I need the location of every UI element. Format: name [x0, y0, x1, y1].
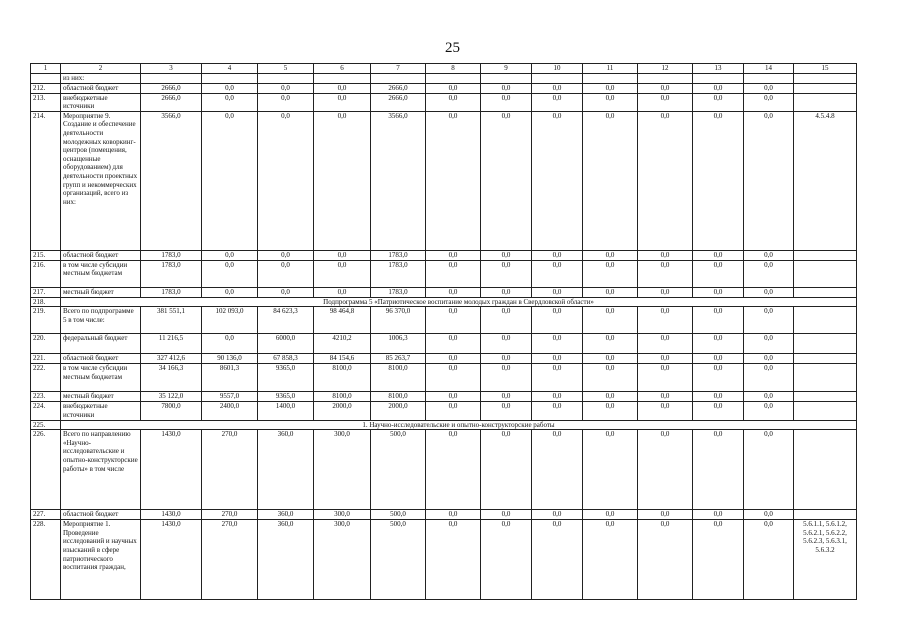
value-cell: 0,0: [693, 307, 744, 334]
row-label: в том числе субсидии местным бюджетам: [61, 260, 141, 287]
value-cell: 2400,0: [202, 402, 258, 420]
value-cell: 0,0: [583, 354, 638, 364]
value-cell: 0,0: [744, 260, 794, 287]
row-number: 226.: [31, 430, 61, 510]
row-number: 222.: [31, 364, 61, 392]
value-cell: 0,0: [583, 364, 638, 392]
indicator-ref: [794, 260, 857, 287]
table-row: [31, 510, 857, 520]
value-cell: 300,0: [314, 510, 371, 520]
row-number: 213.: [31, 93, 61, 111]
row-label: Всего по подпрограмме 5 в том числе:: [61, 307, 141, 334]
value-cell: 0,0: [202, 83, 258, 93]
value-cell: 0,0: [638, 402, 693, 420]
value-cell: 2000,0: [314, 402, 371, 420]
value-cell: 0,0: [638, 334, 693, 354]
value-cell: 0,0: [481, 287, 532, 297]
row-number: 221.: [31, 354, 61, 364]
value-cell: 0,0: [426, 287, 481, 297]
row-number: 223.: [31, 392, 61, 402]
value-cell: 1400,0: [258, 402, 314, 420]
value-cell: 0,0: [481, 430, 532, 510]
value-cell: 0,0: [426, 392, 481, 402]
section-row: [31, 420, 857, 430]
table-row: [31, 392, 857, 402]
value-cell: 98 464,8: [314, 307, 371, 334]
value-cell: 300,0: [314, 520, 371, 600]
total-cell: 1430,0: [141, 510, 202, 520]
value-cell: 0,0: [426, 510, 481, 520]
value-cell: 0,0: [693, 83, 744, 93]
value-cell: 0,0: [744, 287, 794, 297]
table-row: [31, 334, 857, 354]
value-cell: [532, 73, 583, 83]
row-label: местный бюджет: [61, 287, 141, 297]
value-cell: 500,0: [371, 510, 426, 520]
value-cell: 0,0: [744, 307, 794, 334]
value-cell: 0,0: [532, 520, 583, 600]
value-cell: 9365,0: [258, 392, 314, 402]
value-cell: 0,0: [744, 111, 794, 250]
value-cell: 0,0: [426, 83, 481, 93]
column-header: 14: [744, 64, 794, 74]
table-row: [31, 430, 857, 510]
value-cell: 0,0: [481, 83, 532, 93]
value-cell: 0,0: [426, 307, 481, 334]
row-label: Мероприятие 1. Проведение исследований и научных изысканий в сфере патриотического воспитания граждан,: [61, 520, 141, 600]
value-cell: 0,0: [693, 402, 744, 420]
value-cell: 0,0: [481, 334, 532, 354]
value-cell: 0,0: [744, 334, 794, 354]
row-number: 225.: [31, 420, 61, 430]
row-number: 228.: [31, 520, 61, 600]
row-label: областной бюджет: [61, 510, 141, 520]
total-cell: 327 412,6: [141, 354, 202, 364]
row-label: Мероприятие 9. Создание и обеспечение деятельности молодежных коворкинг-центров (помещения, оснащенные оборудованием) для деятельности проектных групп и некоммерческих организаций, всего из них:: [61, 111, 141, 250]
value-cell: [693, 73, 744, 83]
column-header: 4: [202, 64, 258, 74]
value-cell: 0,0: [258, 260, 314, 287]
value-cell: 1006,3: [371, 334, 426, 354]
value-cell: 96 370,0: [371, 307, 426, 334]
value-cell: 0,0: [202, 287, 258, 297]
column-header: 3: [141, 64, 202, 74]
table-row: [31, 307, 857, 334]
row-number: 214.: [31, 111, 61, 250]
row-number: 219.: [31, 307, 61, 334]
value-cell: 0,0: [693, 510, 744, 520]
value-cell: 0,0: [314, 260, 371, 287]
indicator-ref: [794, 287, 857, 297]
value-cell: 0,0: [638, 111, 693, 250]
value-cell: [481, 73, 532, 83]
page-number: 25: [445, 40, 460, 56]
column-header: 13: [693, 64, 744, 74]
value-cell: 0,0: [744, 430, 794, 510]
table-row: [31, 93, 857, 111]
value-cell: 8100,0: [371, 392, 426, 402]
value-cell: 0,0: [426, 520, 481, 600]
value-cell: 0,0: [258, 83, 314, 93]
value-cell: 0,0: [638, 307, 693, 334]
indicator-ref: [794, 73, 857, 83]
value-cell: 2666,0: [371, 83, 426, 93]
value-cell: 0,0: [583, 307, 638, 334]
value-cell: 300,0: [314, 430, 371, 510]
value-cell: 0,0: [314, 83, 371, 93]
value-cell: 0,0: [202, 93, 258, 111]
row-label: федеральный бюджет: [61, 334, 141, 354]
value-cell: 84 154,6: [314, 354, 371, 364]
indicator-ref: [794, 392, 857, 402]
value-cell: 0,0: [258, 287, 314, 297]
budget-table: [30, 63, 857, 600]
table-row: [31, 402, 857, 420]
table-row: [31, 260, 857, 287]
value-cell: 0,0: [638, 93, 693, 111]
indicator-ref: [794, 430, 857, 510]
value-cell: 0,0: [532, 287, 583, 297]
column-header: 10: [532, 64, 583, 74]
value-cell: 0,0: [583, 402, 638, 420]
total-cell: 35 122,0: [141, 392, 202, 402]
row-number: 218.: [31, 297, 61, 307]
value-cell: 0,0: [693, 392, 744, 402]
value-cell: 0,0: [426, 260, 481, 287]
value-cell: 0,0: [532, 250, 583, 260]
value-cell: 0,0: [532, 364, 583, 392]
value-cell: 0,0: [693, 354, 744, 364]
value-cell: 0,0: [693, 260, 744, 287]
value-cell: 500,0: [371, 430, 426, 510]
indicator-ref: [794, 334, 857, 354]
value-cell: 0,0: [258, 93, 314, 111]
value-cell: [744, 73, 794, 83]
value-cell: 0,0: [693, 111, 744, 250]
value-cell: 0,0: [744, 250, 794, 260]
value-cell: 0,0: [638, 354, 693, 364]
row-number: 220.: [31, 334, 61, 354]
value-cell: 0,0: [532, 402, 583, 420]
value-cell: 0,0: [693, 334, 744, 354]
column-header: 11: [583, 64, 638, 74]
value-cell: 1783,0: [371, 250, 426, 260]
column-header: 8: [426, 64, 481, 74]
value-cell: 85 263,7: [371, 354, 426, 364]
table-row: [31, 83, 857, 93]
value-cell: 0,0: [202, 111, 258, 250]
value-cell: 0,0: [744, 83, 794, 93]
value-cell: 0,0: [532, 111, 583, 250]
row-label: областной бюджет: [61, 250, 141, 260]
row-number: 217.: [31, 287, 61, 297]
value-cell: 0,0: [314, 287, 371, 297]
value-cell: 9365,0: [258, 364, 314, 392]
value-cell: 0,0: [583, 287, 638, 297]
value-cell: 0,0: [481, 520, 532, 600]
row-label: в том числе субсидии местным бюджетам: [61, 364, 141, 392]
value-cell: 0,0: [202, 334, 258, 354]
value-cell: 0,0: [638, 510, 693, 520]
total-cell: 7800,0: [141, 402, 202, 420]
indicator-ref: [794, 93, 857, 111]
value-cell: 0,0: [426, 364, 481, 392]
indicator-ref: 5.6.1.1, 5.6.1.2, 5.6.2.1, 5.6.2.2, 5.6.2.3, 5.6.3.1, 5.6.3.2: [794, 520, 857, 600]
table-row: [31, 364, 857, 392]
value-cell: 0,0: [583, 250, 638, 260]
row-label: из них:: [61, 73, 141, 83]
total-cell: 1783,0: [141, 260, 202, 287]
indicator-ref: [794, 83, 857, 93]
value-cell: 0,0: [583, 260, 638, 287]
value-cell: 0,0: [583, 334, 638, 354]
column-header: 9: [481, 64, 532, 74]
value-cell: 3566,0: [371, 111, 426, 250]
table-row: [31, 250, 857, 260]
value-cell: 270,0: [202, 510, 258, 520]
value-cell: 0,0: [744, 392, 794, 402]
section-row: [31, 297, 857, 307]
total-cell: 2666,0: [141, 93, 202, 111]
indicator-ref: [794, 307, 857, 334]
section-title: 1. Научно-исследовательские и опытно-конструкторские работы: [61, 420, 857, 430]
indicator-ref: [794, 354, 857, 364]
total-cell: 381 551,1: [141, 307, 202, 334]
value-cell: 0,0: [583, 83, 638, 93]
value-cell: 0,0: [583, 392, 638, 402]
value-cell: 8601,3: [202, 364, 258, 392]
total-cell: 2666,0: [141, 83, 202, 93]
value-cell: 1783,0: [371, 287, 426, 297]
value-cell: 360,0: [258, 520, 314, 600]
value-cell: 0,0: [693, 93, 744, 111]
row-number: [31, 73, 61, 83]
value-cell: 0,0: [202, 250, 258, 260]
value-cell: [426, 73, 481, 83]
table-row: [31, 520, 857, 600]
value-cell: 0,0: [744, 520, 794, 600]
value-cell: 2666,0: [371, 93, 426, 111]
value-cell: [202, 73, 258, 83]
row-number: 215.: [31, 250, 61, 260]
table-row: [31, 354, 857, 364]
total-cell: 34 166,3: [141, 364, 202, 392]
value-cell: 84 623,3: [258, 307, 314, 334]
row-label: областной бюджет: [61, 354, 141, 364]
value-cell: 0,0: [638, 392, 693, 402]
row-label: местный бюджет: [61, 392, 141, 402]
value-cell: 500,0: [371, 520, 426, 600]
value-cell: 0,0: [583, 111, 638, 250]
column-header: 1: [31, 64, 61, 74]
value-cell: 0,0: [481, 260, 532, 287]
value-cell: 8100,0: [371, 364, 426, 392]
value-cell: 0,0: [481, 392, 532, 402]
value-cell: 0,0: [638, 287, 693, 297]
value-cell: 0,0: [481, 93, 532, 111]
value-cell: 0,0: [693, 364, 744, 392]
row-number: 227.: [31, 510, 61, 520]
value-cell: 0,0: [314, 111, 371, 250]
value-cell: 0,0: [532, 83, 583, 93]
value-cell: 270,0: [202, 520, 258, 600]
value-cell: 270,0: [202, 430, 258, 510]
value-cell: 0,0: [638, 364, 693, 392]
total-cell: 11 216,5: [141, 334, 202, 354]
value-cell: 0,0: [583, 93, 638, 111]
section-title: Подпрограмма 5 «Патриотическое воспитание молодых граждан в Свердловской области»: [61, 297, 857, 307]
value-cell: 0,0: [532, 354, 583, 364]
indicator-ref: [794, 402, 857, 420]
value-cell: 0,0: [426, 402, 481, 420]
value-cell: 0,0: [532, 93, 583, 111]
value-cell: 0,0: [426, 334, 481, 354]
row-number: 212.: [31, 83, 61, 93]
value-cell: 1783,0: [371, 260, 426, 287]
value-cell: 102 093,0: [202, 307, 258, 334]
total-cell: 1783,0: [141, 250, 202, 260]
value-cell: 0,0: [258, 250, 314, 260]
value-cell: [371, 73, 426, 83]
value-cell: 2000,0: [371, 402, 426, 420]
value-cell: 0,0: [744, 93, 794, 111]
total-cell: 1430,0: [141, 430, 202, 510]
value-cell: 0,0: [202, 260, 258, 287]
value-cell: 0,0: [744, 354, 794, 364]
value-cell: 4210,2: [314, 334, 371, 354]
value-cell: 0,0: [583, 520, 638, 600]
table-row: [31, 287, 857, 297]
value-cell: [314, 73, 371, 83]
value-cell: 0,0: [532, 260, 583, 287]
value-cell: 0,0: [744, 364, 794, 392]
value-cell: 0,0: [481, 111, 532, 250]
value-cell: [258, 73, 314, 83]
value-cell: 360,0: [258, 510, 314, 520]
value-cell: 0,0: [693, 287, 744, 297]
value-cell: 9557,0: [202, 392, 258, 402]
value-cell: 0,0: [481, 364, 532, 392]
total-cell: 1430,0: [141, 520, 202, 600]
column-header: 7: [371, 64, 426, 74]
table-row: [31, 73, 857, 83]
value-cell: 0,0: [426, 250, 481, 260]
indicator-ref: [794, 510, 857, 520]
column-header: 5: [258, 64, 314, 74]
row-number: 216.: [31, 260, 61, 287]
value-cell: 0,0: [638, 83, 693, 93]
value-cell: 8100,0: [314, 392, 371, 402]
column-header: 15: [794, 64, 857, 74]
value-cell: 0,0: [693, 430, 744, 510]
value-cell: 0,0: [744, 402, 794, 420]
total-cell: [141, 73, 202, 83]
table-row: [31, 111, 857, 250]
value-cell: 0,0: [532, 334, 583, 354]
row-label: Всего по направлению «Научно-исследовательские и опытно-конструкторские работы» в том числе: [61, 430, 141, 510]
value-cell: 8100,0: [314, 364, 371, 392]
value-cell: 0,0: [693, 250, 744, 260]
value-cell: 0,0: [426, 111, 481, 250]
value-cell: 0,0: [481, 307, 532, 334]
value-cell: [583, 73, 638, 83]
total-cell: 3566,0: [141, 111, 202, 250]
row-label: внебюджетные источники: [61, 402, 141, 420]
value-cell: [638, 73, 693, 83]
value-cell: 0,0: [481, 250, 532, 260]
value-cell: 0,0: [481, 354, 532, 364]
total-cell: 1783,0: [141, 287, 202, 297]
value-cell: 0,0: [583, 430, 638, 510]
value-cell: 0,0: [693, 520, 744, 600]
row-number: 224.: [31, 402, 61, 420]
indicator-ref: [794, 364, 857, 392]
value-cell: 0,0: [314, 250, 371, 260]
value-cell: 0,0: [744, 510, 794, 520]
indicator-ref: [794, 250, 857, 260]
table-header-row: [31, 64, 857, 74]
value-cell: 0,0: [426, 93, 481, 111]
value-cell: 0,0: [258, 111, 314, 250]
value-cell: 67 858,3: [258, 354, 314, 364]
value-cell: 90 136,0: [202, 354, 258, 364]
value-cell: 0,0: [638, 250, 693, 260]
value-cell: 360,0: [258, 430, 314, 510]
value-cell: 0,0: [638, 430, 693, 510]
column-header: 6: [314, 64, 371, 74]
row-label: областной бюджет: [61, 83, 141, 93]
value-cell: 0,0: [481, 402, 532, 420]
column-header: 2: [61, 64, 141, 74]
column-header: 12: [638, 64, 693, 74]
value-cell: 0,0: [314, 93, 371, 111]
value-cell: 6000,0: [258, 334, 314, 354]
value-cell: 0,0: [532, 392, 583, 402]
value-cell: 0,0: [532, 430, 583, 510]
value-cell: 0,0: [426, 354, 481, 364]
value-cell: 0,0: [638, 260, 693, 287]
indicator-ref: 4.5.4.8: [794, 111, 857, 250]
value-cell: 0,0: [426, 430, 481, 510]
value-cell: 0,0: [532, 510, 583, 520]
row-label: внебюджетные источники: [61, 93, 141, 111]
value-cell: 0,0: [481, 510, 532, 520]
value-cell: 0,0: [638, 520, 693, 600]
value-cell: 0,0: [532, 307, 583, 334]
value-cell: 0,0: [583, 510, 638, 520]
